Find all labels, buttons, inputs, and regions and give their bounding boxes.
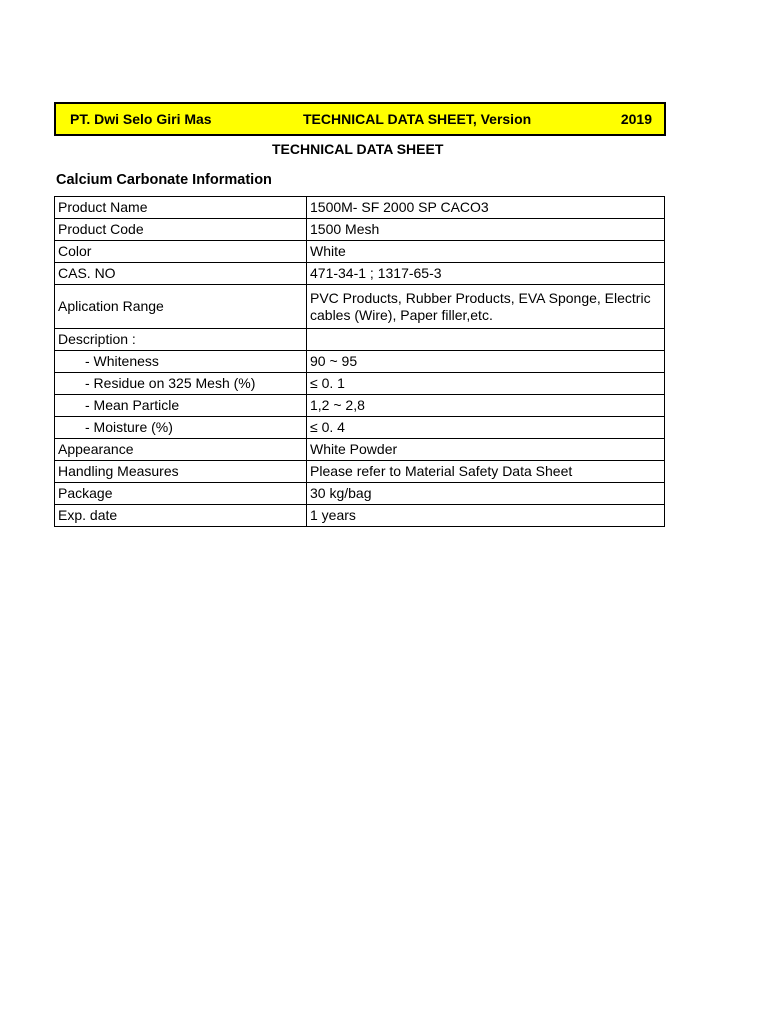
header-title: TECHNICAL DATA SHEET, Version xyxy=(303,111,532,127)
table-row xyxy=(55,285,665,329)
row-label: - Whiteness xyxy=(55,351,307,373)
row-label: - Moisture (%) xyxy=(55,417,307,439)
table-row xyxy=(55,241,665,263)
row-value: 1,2 ~ 2,8 xyxy=(307,395,665,417)
row-label: Handling Measures xyxy=(55,461,307,483)
row-value: 30 kg/bag xyxy=(307,483,665,505)
document-title: TECHNICAL DATA SHEET xyxy=(272,141,444,157)
row-value: PVC Products, Rubber Products, EVA Sponge, Electric cables (Wire), Paper filler,etc. xyxy=(307,285,665,329)
row-label: Color xyxy=(55,241,307,263)
row-value: 471-34-1 ; 1317-65-3 xyxy=(307,263,665,285)
row-value: 1500 Mesh xyxy=(307,219,665,241)
table-row xyxy=(55,263,665,285)
spec-table xyxy=(54,196,665,527)
table-row xyxy=(55,351,665,373)
row-value: ≤ 0. 4 xyxy=(307,417,665,439)
table-row xyxy=(55,395,665,417)
table-row xyxy=(55,483,665,505)
row-value: 90 ~ 95 xyxy=(307,351,665,373)
header-banner xyxy=(54,102,666,136)
table-row xyxy=(55,219,665,241)
row-label: - Residue on 325 Mesh (%) xyxy=(55,373,307,395)
row-label: Package xyxy=(55,483,307,505)
table-row xyxy=(55,373,665,395)
row-value: 1 years xyxy=(307,505,665,527)
row-value: White xyxy=(307,241,665,263)
table-row xyxy=(55,505,665,527)
row-label: Exp. date xyxy=(55,505,307,527)
header-year: 2019 xyxy=(620,111,652,127)
row-label: Product Name xyxy=(55,197,307,219)
row-label: Appearance xyxy=(55,439,307,461)
company-name: PT. Dwi Selo Giri Mas xyxy=(70,111,212,127)
row-value: White Powder xyxy=(307,439,665,461)
table-row xyxy=(55,329,665,351)
row-label: Product Code xyxy=(55,219,307,241)
row-label: - Mean Particle xyxy=(55,395,307,417)
table-row xyxy=(55,439,665,461)
row-value xyxy=(307,329,665,351)
table-row xyxy=(55,417,665,439)
row-label: Description : xyxy=(55,329,307,351)
row-value: 1500M- SF 2000 SP CACO3 xyxy=(307,197,665,219)
row-label: CAS. NO xyxy=(55,263,307,285)
row-value: ≤ 0. 1 xyxy=(307,373,665,395)
row-value: Please refer to Material Safety Data Sheet xyxy=(307,461,665,483)
table-row xyxy=(55,461,665,483)
section-title: Calcium Carbonate Information xyxy=(56,172,272,188)
table-row xyxy=(55,197,665,219)
row-label: Aplication Range xyxy=(55,285,307,329)
